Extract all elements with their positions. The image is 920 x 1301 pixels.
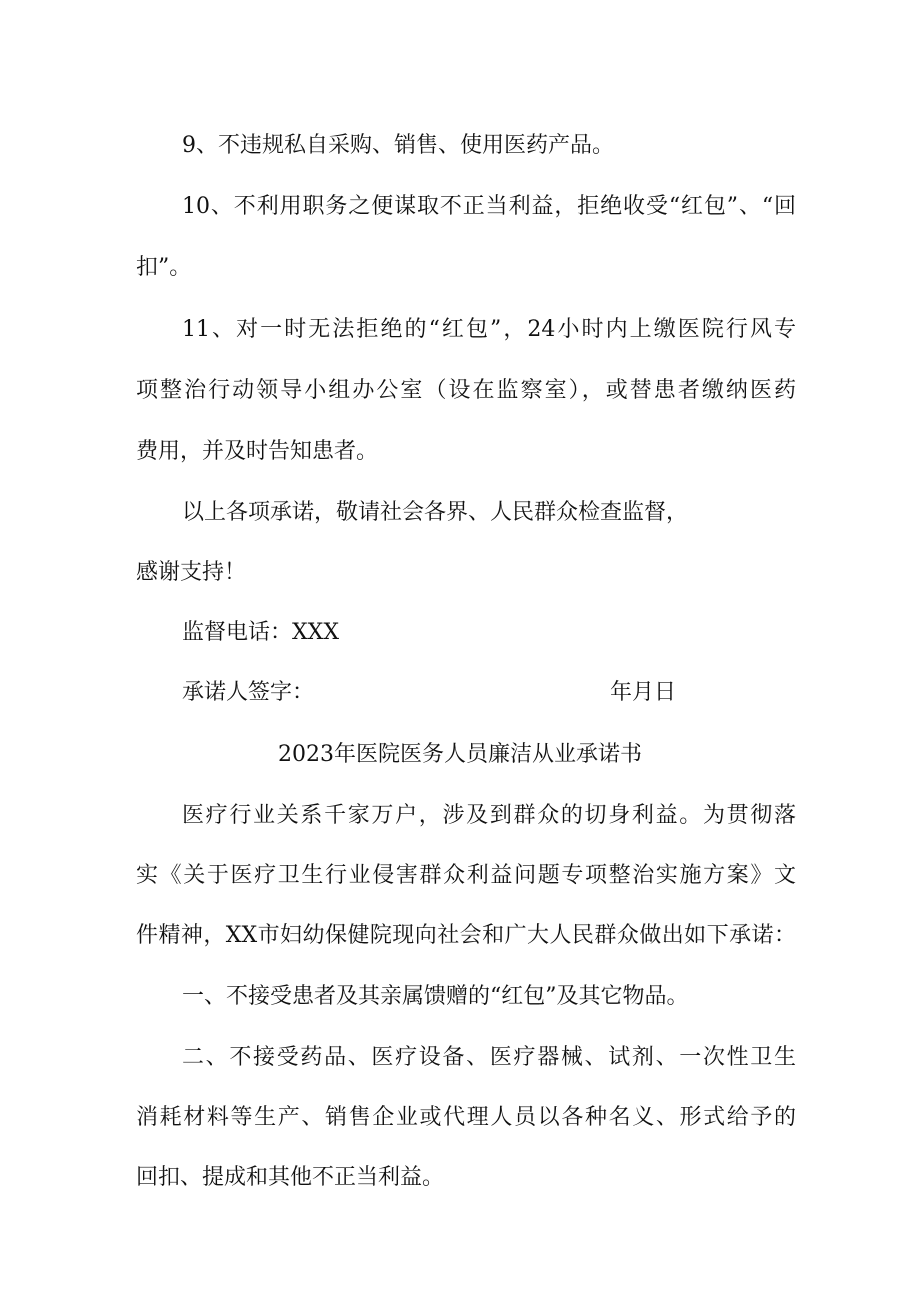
promise-2-line-2: 消耗材料等生产、销售企业或代理人员以各种名义、形式给予的 [136,1105,796,1130]
closing-request: 以上各项承诺，敬请社会各界、人民群众检查监督， [182,500,689,525]
promise-2-line-1: 二、不接受药品、医疗设备、医疗器械、试剂、一次性卫生 [182,1045,796,1070]
signature-label: 承诺人签字： [182,680,315,705]
supervision-phone: 监督电话：XXX [182,620,339,645]
promise-1: 一、不接受患者及其亲属馈赠的“红包”及其它物品。 [182,984,689,1009]
date-label: 年月日 [610,680,677,705]
item-11-line-3: 费用，并及时告知患者。 [136,439,379,464]
item-9: 9、不违规私自采购、销售、使用医药产品。 [182,133,614,158]
promise-2-line-3: 回扣、提成和其他不正当利益。 [136,1165,445,1190]
body-line-3: 件精神，XX市妇幼保健院现向社会和广大人民群众做出如下承诺： [136,923,796,948]
body-line-2: 实《关于医疗卫生行业侵害群众利益问题专项整治实施方案》文 [136,863,796,888]
item-10-line-2: 扣”。 [136,255,192,280]
signature-row [182,679,842,707]
item-11-line-2: 项整治行动领导小组办公室（设在监察室），或替患者缴纳医药 [136,378,796,403]
document-title: 2023年医院医务人员廉洁从业承诺书 [278,742,642,767]
item-10-line-1: 10、不利用职务之便谋取不正当利益，拒绝收受“红包”、“回 [182,194,796,219]
body-line-1: 医疗行业关系千家万户，涉及到群众的切身利益。为贯彻落 [182,803,796,828]
closing-thanks: 感谢支持！ [136,560,247,585]
item-11-line-1: 11、对一时无法拒绝的“红包”，24小时内上缴医院行风专 [182,317,796,342]
